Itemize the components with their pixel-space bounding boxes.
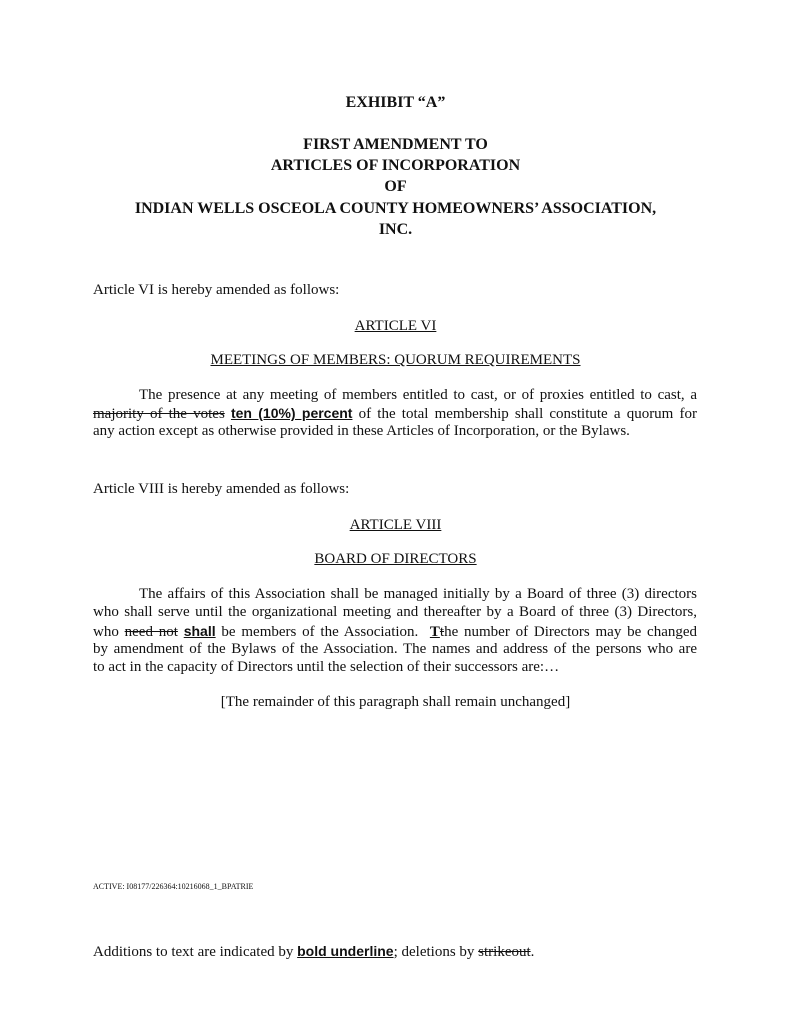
article-vi-heading: ARTICLE VI bbox=[354, 318, 437, 334]
title-line-3: OF bbox=[384, 178, 407, 195]
exhibit-title: EXHIBIT “A” bbox=[345, 94, 446, 111]
para-line: to act in the capacity of Directors until the selection of their successors are:… bbox=[93, 659, 560, 675]
article-viii-heading: ARTICLE VIII bbox=[349, 517, 442, 533]
article-vi-title: MEETINGS OF MEMBERS: QUORUM REQUIREMENTS bbox=[210, 352, 581, 368]
para-line: who need not shall be members of the Association. Tthe number of Directors may be changed bbox=[93, 623, 698, 640]
para-line: by amendment of the Bylaws of the Association. The names and address of the persons who are bbox=[93, 641, 697, 657]
article-viii-intro: Article VIII is hereby amended as follows: bbox=[93, 481, 350, 497]
para-line: who shall serve until the organizational meeting and thereafter by a Board of three (3) Directors, bbox=[93, 604, 697, 620]
added-text: ten (10%) percent bbox=[230, 405, 353, 421]
document-id: ACTIVE: I08177/226364:10216068_1_BPATRIE bbox=[93, 882, 254, 891]
added-text: shall bbox=[183, 623, 216, 639]
title-line-2: ARTICLES OF INCORPORATION bbox=[270, 157, 521, 174]
para-line: majority of the votes ten (10%) percent of the total membership shall constitute a quorum for bbox=[93, 405, 698, 422]
added-text: T bbox=[429, 624, 440, 640]
para-line: any action except as otherwise provided in these Articles of Incorporation, or the Bylaws. bbox=[93, 423, 630, 439]
legend-deletion-sample: strikeout bbox=[478, 944, 531, 960]
deleted-text: need not bbox=[124, 624, 178, 640]
title-line-1: FIRST AMENDMENT TO bbox=[303, 136, 488, 153]
deleted-text: t bbox=[439, 624, 445, 640]
title-line-5: INC. bbox=[378, 221, 413, 238]
article-viii-title: BOARD OF DIRECTORS bbox=[314, 551, 477, 567]
remainder-note: [The remainder of this paragraph shall remain unchanged] bbox=[220, 694, 571, 710]
title-line-4: INDIAN WELLS OSCEOLA COUNTY HOMEOWNERS’ ASSOCIATION, bbox=[134, 200, 657, 217]
deleted-text: majority of the votes bbox=[93, 406, 225, 422]
legend-addition-sample: bold underline bbox=[297, 943, 394, 959]
article-vi-intro: Article VI is hereby amended as follows: bbox=[93, 282, 340, 298]
para-line: The affairs of this Association shall be managed initially by a Board of three (3) directors bbox=[139, 586, 697, 602]
para-line: The presence at any meeting of members entitled to cast, or of proxies entitled to cast, a bbox=[139, 387, 697, 403]
legend: Additions to text are indicated by bold underline; deletions by strikeout. bbox=[93, 943, 535, 960]
